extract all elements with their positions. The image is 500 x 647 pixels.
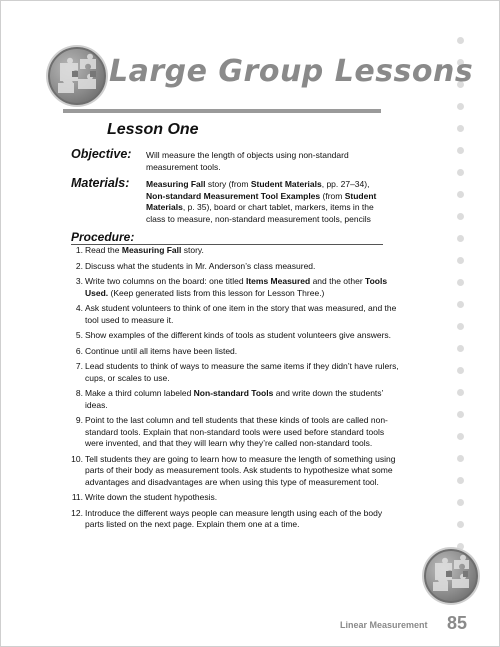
objective-text: Will measure the length of objects using non-standard measurement tools. [146,150,349,172]
step-number: 1. [75,245,83,255]
step-text: Ask student volunteers to think of one item in the story that was measured, and the tool used to measure it. [85,303,397,325]
binder-hole [457,147,464,154]
step-number: 10. [71,453,83,464]
page-title: Large Group Lessons [109,54,474,89]
procedure-step [71,330,401,342]
materials-text [146,179,391,225]
binder-hole [457,389,464,396]
materials-bold: Student Materials [250,179,322,189]
step-number: 11. [71,492,83,502]
step-text-bold: Non-standard Tools [193,388,274,398]
materials-label: Materials: [71,176,130,190]
binder-hole [457,455,464,462]
procedure-steps [71,245,401,535]
binder-hole [457,521,464,528]
puzzle-globe-icon [48,47,106,105]
binder-hole [457,367,464,374]
procedure-step [71,276,401,299]
procedure-step [71,303,401,326]
materials-bold: Student Materials [146,190,377,212]
step-text: and the other [310,276,366,286]
step-number: 9. [75,415,83,425]
step-text: Read the [85,245,122,255]
step-text: Make a third column labeled [85,388,194,398]
procedure-step [71,245,401,257]
step-text-bold: Tools Used. [85,276,388,298]
procedure-step [71,361,401,384]
binder-hole [457,213,464,220]
binder-holes [457,37,465,609]
step-text: Introduce the different ways people can measure length using each of the body parts listed on the next page. Explain them one at a time. [85,507,383,529]
binder-hole [457,37,464,44]
step-number: 5. [75,330,83,340]
step-number: 8. [75,388,83,398]
puzzle-globe-icon [424,549,478,603]
title-underline [63,109,381,113]
materials-plain: , pp. 27–34), [321,179,370,189]
binder-hole [457,433,464,440]
lesson-title: Lesson One [107,121,199,138]
step-number: 4. [75,303,83,313]
procedure-step [71,261,401,273]
step-text: Tell students they are going to learn how to measure the length of something using parts of their body as measurement tools. Ask students to hypothesize what some advantages and disadvantages are when using this type of measurement tool. [85,453,396,487]
procedure-step [71,454,401,489]
materials-bold: Non-standard Measurement Tool Examples [146,190,321,201]
step-text: Continue until all items have been listed. [85,345,238,356]
procedure-step [71,415,401,450]
binder-hole [457,477,464,484]
procedure-step [71,346,401,358]
step-text: Lead students to think of ways to measure the same items if they didn’t have rulers, cups, or scales to use. [85,361,399,383]
step-number: 2. [75,260,83,271]
step-number: 3. [75,276,83,286]
binder-hole [457,345,464,352]
materials-bold: Measuring Fall [146,179,206,189]
procedure-step [71,388,401,411]
step-text: (Keep generated lists from this lesson for Lesson Three.) [108,287,325,298]
page-number: 85 [447,613,468,633]
step-text-bold: Items Measured [245,276,311,286]
binder-hole [457,257,464,264]
procedure-step [71,492,401,504]
step-text-bold: Measuring Fall [121,245,182,255]
step-text: Write two columns on the board: one titled [85,276,246,286]
footer-section-title: Linear Measurement [340,620,428,630]
procedure-step [71,508,401,531]
step-text: Point to the last column and tell students that these kinds of tools are called non-standard tools. Explain that non-standard tools were used before standard tools were invented, and that they will learn why they’re called non-standard tools. [85,415,388,448]
binder-hole [457,279,464,286]
step-number: 7. [75,361,83,371]
step-number: 12. [71,507,83,518]
step-text: Discuss what the students in Mr. Anderson’s class measured. [85,260,316,271]
procedure-label: Procedure: [71,230,135,244]
binder-hole [457,191,464,198]
binder-hole [457,125,464,132]
materials-plain: (from [320,190,345,201]
binder-hole [457,411,464,418]
step-text: and write down the students’ ideas. [85,388,384,410]
step-number: 6. [75,345,83,356]
binder-hole [457,499,464,506]
binder-hole [457,301,464,308]
binder-hole [457,169,464,176]
materials-plain: , p. 35), board or chart tablet, markers, items in the class to measure, non-standard measurement tools, pencils [146,202,374,224]
binder-hole [457,103,464,110]
materials-plain: story (from [205,179,251,189]
binder-hole [457,235,464,242]
step-text: story. [181,245,204,255]
step-text: Write down the student hypothesis. [85,492,218,502]
step-text: Show examples of the different kinds of tools as student volunteers give answers. [85,330,392,340]
objective-label: Objective: [71,147,132,161]
binder-hole [457,323,464,330]
